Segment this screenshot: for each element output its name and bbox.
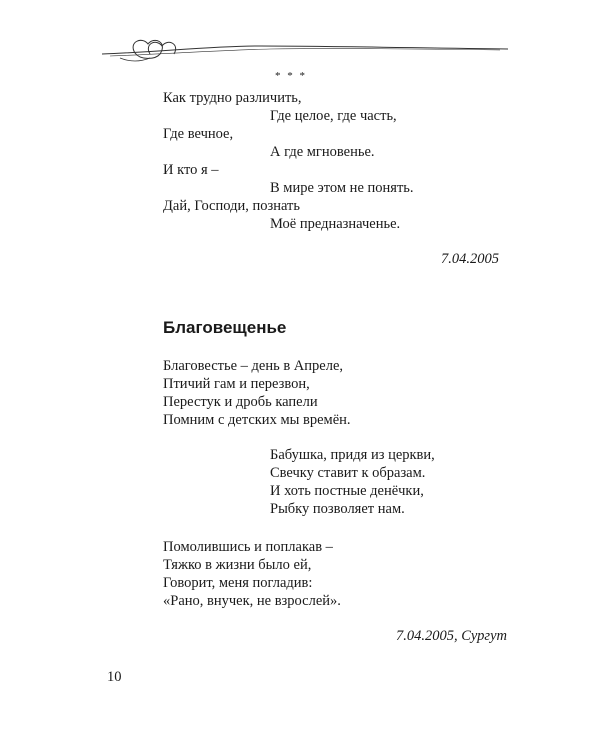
poem-line: Тяжко в жизни было ей, bbox=[163, 557, 312, 573]
poem-line: Дай, Господи, познать bbox=[163, 198, 300, 214]
poem-line: Перестук и дробь капели bbox=[163, 394, 318, 410]
poem-line: И хоть постные денёчки, bbox=[270, 483, 424, 499]
poem-line: Птичий гам и перезвон, bbox=[163, 376, 310, 392]
poem-line: Рыбку позволяет нам. bbox=[270, 501, 405, 517]
page-number: 10 bbox=[107, 669, 122, 685]
poem-line: Говорит, меня погладив: bbox=[163, 575, 313, 591]
header-ornament bbox=[100, 32, 510, 66]
poem-line: А где мгновенье. bbox=[270, 144, 375, 160]
section-separator: * * * bbox=[275, 70, 307, 82]
poem-line: Помолившись и поплакав – bbox=[163, 539, 333, 555]
poem-title: Благовещенье bbox=[163, 318, 287, 337]
poem-line: Где целое, где часть, bbox=[270, 108, 397, 124]
poem-line: «Рано, внучек, не взрослей». bbox=[163, 593, 341, 609]
poem-line: Как трудно различить, bbox=[163, 90, 302, 106]
poem-line: Моё предназначенье. bbox=[270, 216, 401, 232]
poem-line: В мире этом не понять. bbox=[270, 180, 414, 196]
poem-line: Помним с детских мы времён. bbox=[163, 412, 351, 428]
poem-line: Бабушка, придя из церкви, bbox=[270, 447, 435, 463]
poem-date: 7.04.2005, Сургут bbox=[396, 628, 507, 644]
poem-date: 7.04.2005 bbox=[441, 251, 499, 267]
poem-line: Благовестье – день в Апреле, bbox=[163, 358, 344, 374]
poem-line: Свечку ставит к образам. bbox=[270, 465, 426, 481]
poem-line: Где вечное, bbox=[163, 126, 234, 142]
poem-line: И кто я – bbox=[163, 162, 219, 178]
